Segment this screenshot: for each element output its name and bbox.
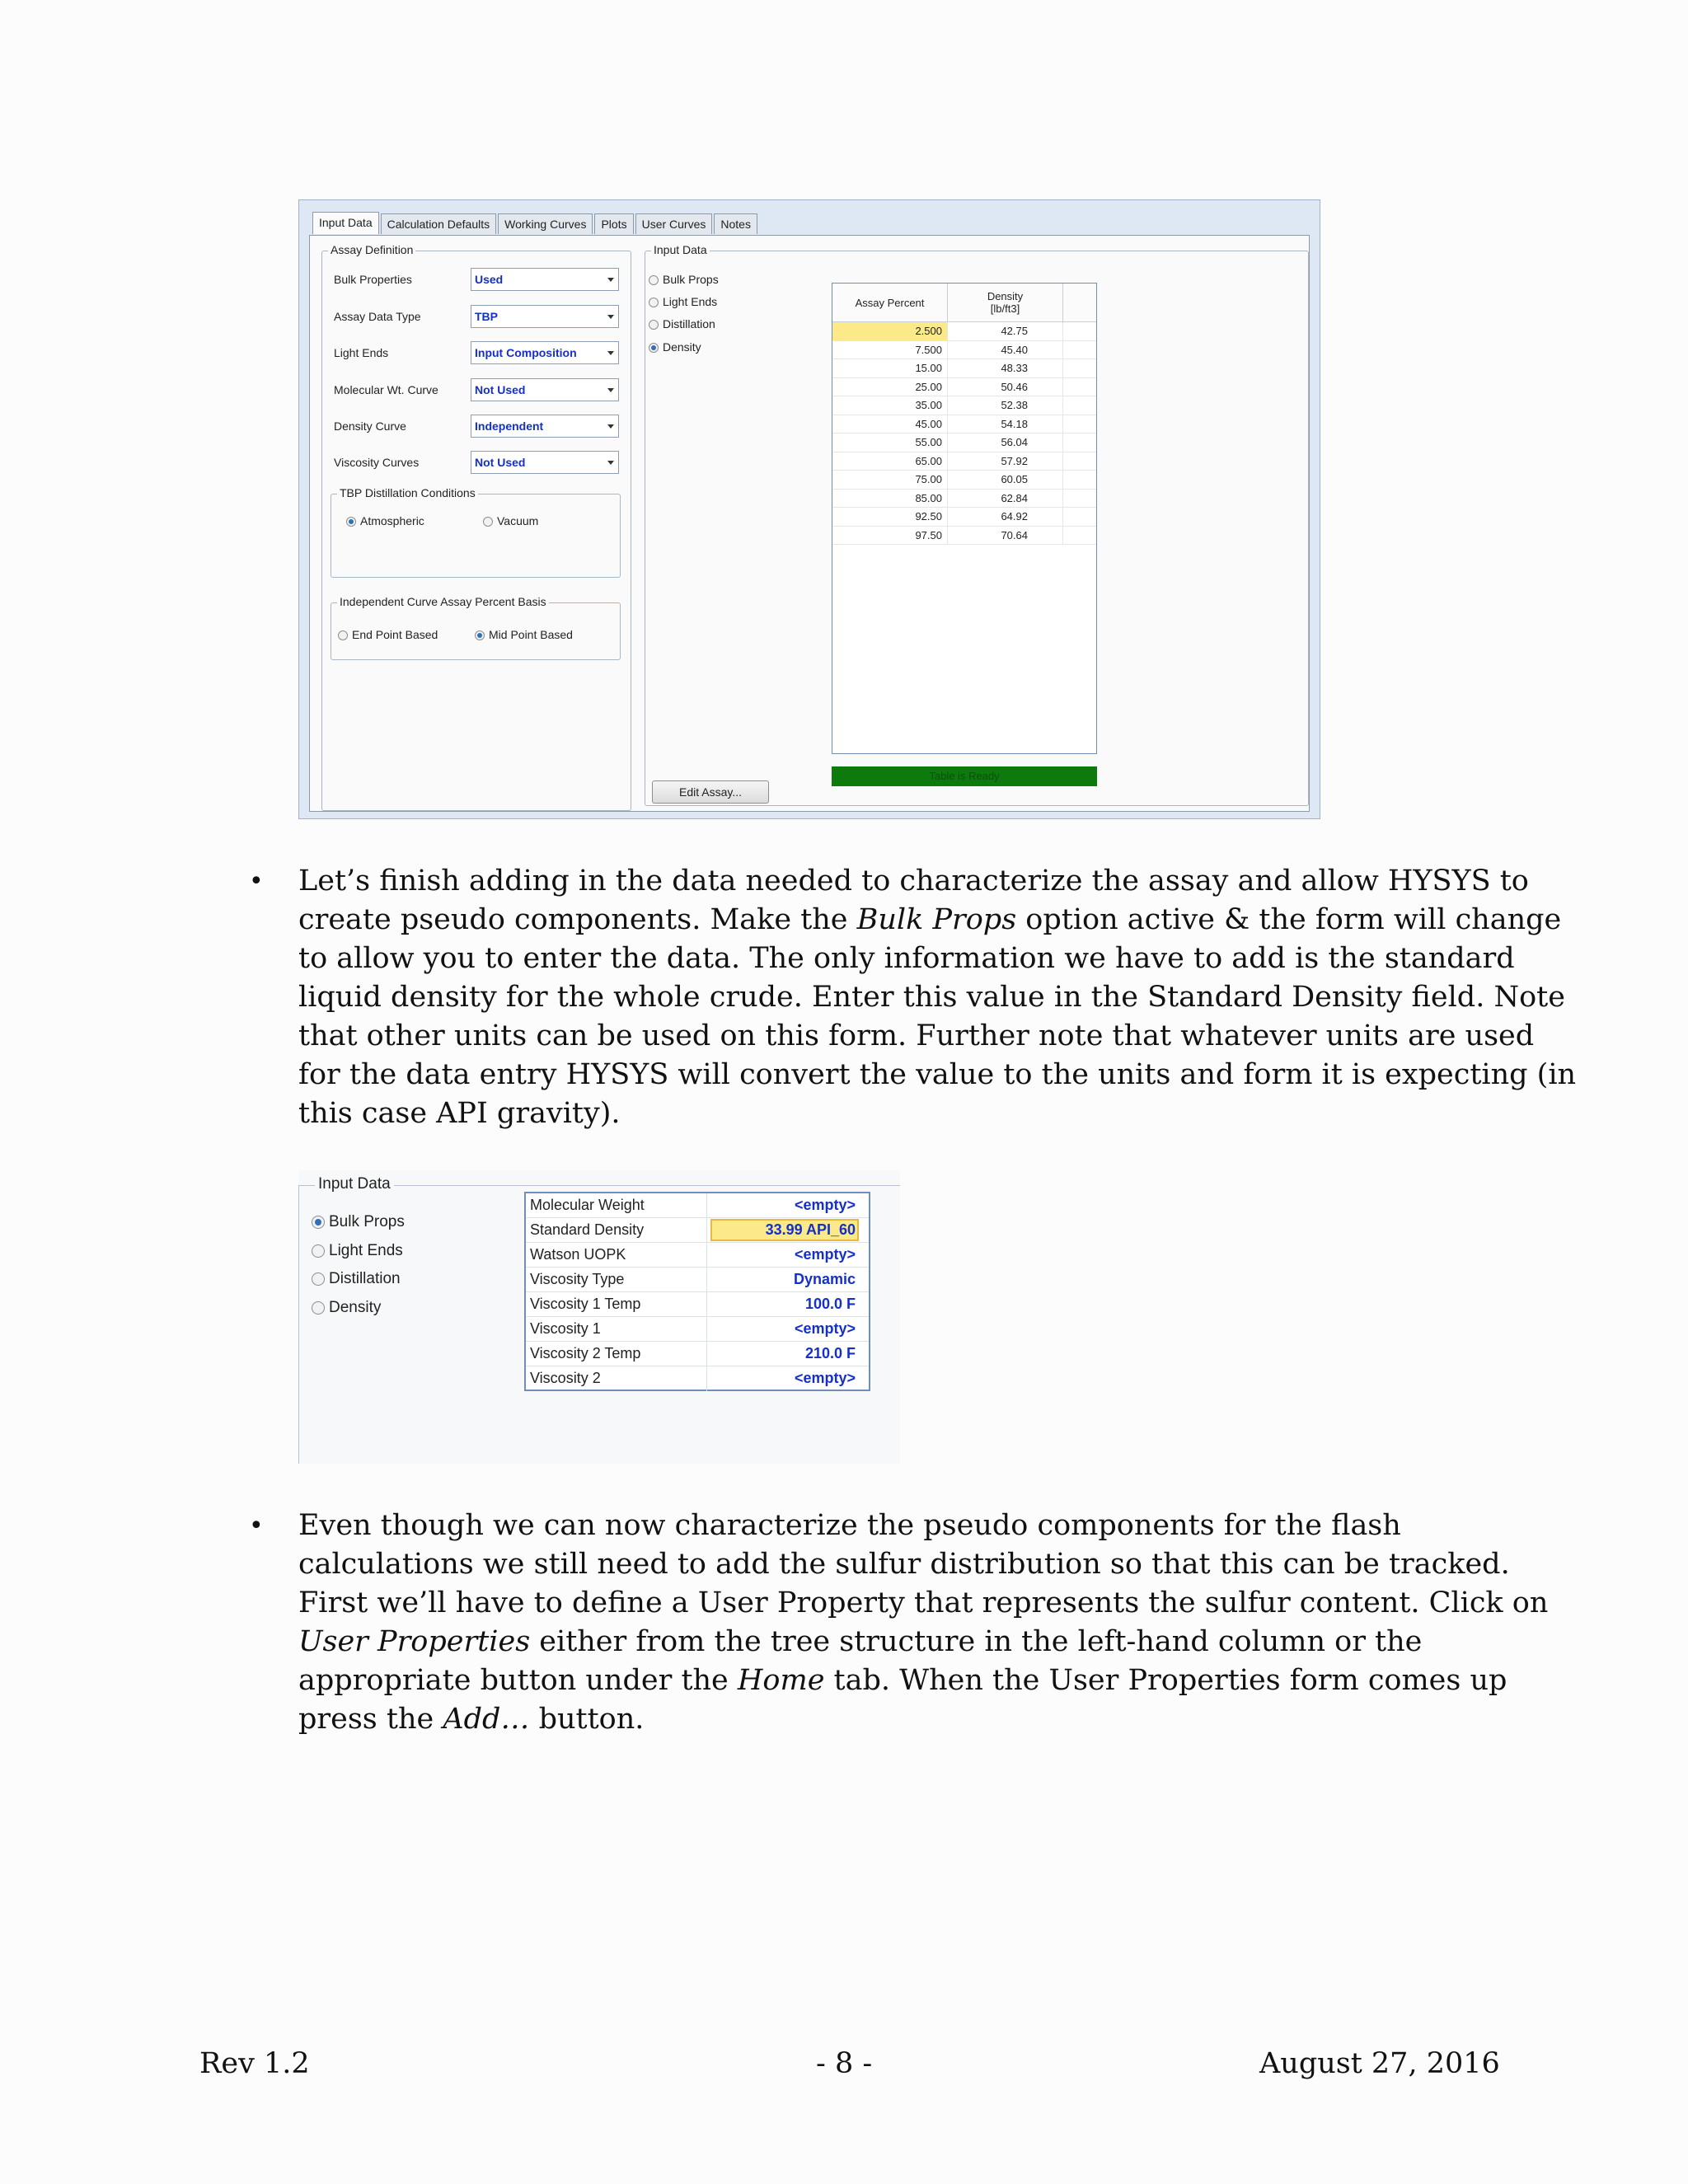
radio-atmospheric[interactable] <box>346 514 424 527</box>
row-value[interactable]: 100.0 F <box>804 1296 856 1312</box>
radio-icon <box>312 1301 325 1315</box>
text: tab. When the User Properties form comes up press the <box>298 1664 1507 1736</box>
instruction-paragraph-2 <box>249 1507 1584 1739</box>
bullet-icon: • <box>249 867 264 896</box>
radio-selected-icon <box>346 517 356 527</box>
density-cell[interactable]: 50.46 <box>948 378 1063 396</box>
radio-light-ends[interactable] <box>649 295 717 308</box>
select-value: Independent <box>475 419 544 433</box>
viscosity-curves-select[interactable] <box>471 451 619 474</box>
radio-end-point-based[interactable] <box>338 628 438 641</box>
radio-label: Light Ends <box>329 1242 403 1259</box>
grid-row <box>526 1292 869 1317</box>
tbp-group-title: TBP Distillation Conditions <box>337 486 478 499</box>
density-cell[interactable]: 70.64 <box>948 527 1063 545</box>
input-data-title: Input Data <box>651 243 710 256</box>
bulk-props-grid <box>524 1192 870 1391</box>
radio-mid-point-based[interactable] <box>475 628 573 641</box>
radio-bulk-props[interactable] <box>649 273 719 286</box>
tab-strip <box>312 213 759 235</box>
grid-row <box>526 1193 869 1218</box>
chevron-down-icon <box>607 424 614 429</box>
table-body <box>832 322 1096 545</box>
assay-percent-cell[interactable]: 85.00 <box>832 490 948 508</box>
radio-density[interactable] <box>312 1299 381 1317</box>
density-cell[interactable]: 60.05 <box>948 471 1063 489</box>
chevron-down-icon <box>607 388 614 392</box>
bullet-icon: • <box>249 1511 264 1540</box>
select-value: Not Used <box>475 456 526 469</box>
assay-percent-cell[interactable]: 97.50 <box>832 527 948 545</box>
radio-label: End Point Based <box>352 628 438 641</box>
assay-percent-cell[interactable]: 45.00 <box>832 415 948 434</box>
radio-label: Density <box>663 340 701 354</box>
table-header <box>832 284 1096 322</box>
radio-label: Bulk Props <box>663 273 719 286</box>
tab-working-curves[interactable]: Working Curves <box>498 213 593 234</box>
tab-user-curves[interactable]: User Curves <box>635 213 713 234</box>
row-value[interactable]: <empty> <box>794 1370 856 1386</box>
grid-row <box>526 1268 869 1292</box>
assay-percent-cell[interactable]: 55.00 <box>832 434 948 452</box>
radio-label: Mid Point Based <box>489 628 573 641</box>
density-cell[interactable]: 54.18 <box>948 415 1063 434</box>
density-cell[interactable]: 42.75 <box>948 322 1063 340</box>
density-cell[interactable]: 57.92 <box>948 452 1063 471</box>
table-status-bar: Table is Ready <box>832 766 1097 786</box>
radio-vacuum[interactable] <box>483 514 538 527</box>
density-header-name: Density <box>987 290 1024 302</box>
radio-light-ends[interactable] <box>312 1242 403 1260</box>
radio-label: Density <box>329 1299 382 1316</box>
grid-row <box>526 1366 869 1391</box>
radio-selected-icon <box>312 1216 325 1229</box>
text: Let’s finish adding in the data needed to characterize the assay and allow HYSYS to create pseudo components. Make the <box>298 865 1529 936</box>
grid-row <box>526 1243 869 1268</box>
footer-revision: Rev 1.2 <box>199 2047 310 2080</box>
text: option active & the form will change to allow you to enter the data. The only information we have to add is the standard liquid density for the whole crude. Enter this value in the Standard Density field. Note that other units can be used on this form. Further note that whatever units are used for the data entry HYSYS will convert the value to the units and form it is expecting (in this case API gravity). <box>298 903 1577 1130</box>
column-header-assay-percent: Assay Percent <box>832 284 948 321</box>
tab-input-data[interactable]: Input Data <box>312 212 379 234</box>
grid-row <box>526 1342 869 1366</box>
field-label: Viscosity Curves <box>334 456 420 469</box>
density-table <box>832 283 1097 754</box>
row-label: Viscosity Type <box>526 1268 707 1291</box>
instruction-paragraph-1 <box>249 862 1584 1133</box>
radio-icon <box>649 298 659 307</box>
tab-notes[interactable]: Notes <box>714 213 757 234</box>
standard-density-input[interactable]: 33.99 API_60 <box>710 1219 859 1241</box>
emphasis: Home <box>737 1664 825 1697</box>
table-row <box>832 452 1096 471</box>
density-cell[interactable]: 56.04 <box>948 434 1063 452</box>
radio-icon <box>649 320 659 330</box>
emphasis: User Properties <box>298 1625 531 1658</box>
field-label: Assay Data Type <box>334 310 421 323</box>
field-label: Bulk Properties <box>334 273 412 286</box>
light-ends-select[interactable] <box>471 341 619 364</box>
density-cell[interactable]: 62.84 <box>948 490 1063 508</box>
radio-label: Distillation <box>663 317 715 330</box>
select-value: TBP <box>475 310 498 323</box>
assay-percent-cell[interactable]: 25.00 <box>832 378 948 396</box>
table-row <box>832 490 1096 509</box>
tab-plots[interactable]: Plots <box>594 213 633 234</box>
radio-selected-icon <box>475 630 485 640</box>
assay-percent-cell[interactable]: 75.00 <box>832 471 948 489</box>
density-cell[interactable]: 48.33 <box>948 359 1063 377</box>
column-header-density <box>948 284 1063 321</box>
assay-percent-cell[interactable]: 2.500 <box>832 322 948 340</box>
emphasis: Add… <box>443 1703 530 1736</box>
chevron-down-icon <box>607 461 614 465</box>
radio-selected-icon <box>649 343 659 353</box>
row-label: Viscosity 2 Temp <box>526 1342 707 1366</box>
row-label: Viscosity 2 <box>526 1366 707 1391</box>
radio-label: Distillation <box>329 1270 401 1287</box>
row-label: Viscosity 1 Temp <box>526 1292 707 1316</box>
footer-page-number: - 8 - <box>816 2047 873 2080</box>
assay-percent-cell[interactable]: 35.00 <box>832 396 948 415</box>
assay-window-screenshot <box>298 199 1320 819</box>
radio-label: Bulk Props <box>329 1213 405 1230</box>
bulk-props-screenshot <box>298 1170 900 1464</box>
radio-icon <box>483 517 493 527</box>
row-value[interactable]: 210.0 F <box>804 1345 856 1361</box>
tab-body <box>309 235 1310 812</box>
grid-row <box>526 1317 869 1342</box>
molecular-wt-curve-select[interactable] <box>471 378 619 401</box>
assay-percent-cell[interactable]: 15.00 <box>832 359 948 377</box>
row-label: Molecular Weight <box>526 1193 707 1217</box>
row-value[interactable]: <empty> <box>794 1197 856 1213</box>
tab-calculation-defaults[interactable]: Calculation Defaults <box>381 213 497 234</box>
row-label: Viscosity 1 <box>526 1317 707 1341</box>
assay-definition-group <box>321 243 631 811</box>
table-row <box>832 341 1096 360</box>
table-row <box>832 434 1096 452</box>
radio-label: Vacuum <box>497 514 539 527</box>
tbp-distillation-group <box>331 486 621 578</box>
table-row <box>832 415 1096 434</box>
table-row <box>832 359 1096 378</box>
radio-icon <box>649 275 659 285</box>
table-row <box>832 471 1096 490</box>
basis-group-title: Independent Curve Assay Percent Basis <box>337 595 549 608</box>
field-label: Light Ends <box>334 346 389 359</box>
field-label: Density Curve <box>334 419 406 433</box>
chevron-down-icon <box>607 315 614 319</box>
radio-label: Atmospheric <box>360 514 424 527</box>
assay-definition-title: Assay Definition <box>328 243 415 256</box>
footer-date: August 27, 2016 <box>1259 2047 1500 2080</box>
radio-distillation[interactable] <box>649 317 715 330</box>
bulk-properties-select[interactable] <box>471 268 619 291</box>
chevron-down-icon <box>607 278 614 282</box>
row-value[interactable]: <empty> <box>794 1320 856 1337</box>
text: either from the tree structure in the left-hand column or the appropriate button under the <box>298 1625 1423 1697</box>
input-data-title: Input Data <box>315 1175 394 1193</box>
radio-icon <box>312 1244 325 1258</box>
density-cell[interactable]: 52.38 <box>948 396 1063 415</box>
radio-density[interactable] <box>649 340 701 354</box>
edit-assay-button[interactable]: Edit Assay... <box>652 780 769 804</box>
assay-data-type-select[interactable] <box>471 305 619 328</box>
select-value: Not Used <box>475 383 526 396</box>
select-value: Used <box>475 273 504 286</box>
table-row <box>832 378 1096 397</box>
table-row <box>832 396 1096 415</box>
density-cell[interactable]: 64.92 <box>948 508 1063 526</box>
chevron-down-icon <box>607 351 614 355</box>
row-label: Watson UOPK <box>526 1243 707 1267</box>
radio-icon <box>312 1272 325 1286</box>
density-header-unit: [lb/ft3] <box>990 302 1020 315</box>
row-value[interactable]: Dynamic <box>793 1271 856 1287</box>
radio-bulk-props[interactable] <box>312 1213 405 1231</box>
assay-percent-cell[interactable]: 65.00 <box>832 452 948 471</box>
emphasis: Bulk Props <box>856 903 1017 936</box>
radio-label: Light Ends <box>663 295 718 308</box>
density-cell[interactable]: 45.40 <box>948 341 1063 359</box>
text: button. <box>529 1703 645 1736</box>
table-row <box>832 508 1096 527</box>
assay-percent-cell[interactable]: 7.500 <box>832 341 948 359</box>
row-label: Standard Density <box>526 1218 707 1242</box>
text: Even though we can now characterize the pseudo components for the flash calculations we still need to add the sulfur distribution so that this can be tracked. First we’ll have to define a User Property that represents the sulfur content. Click on <box>298 1509 1549 1619</box>
assay-percent-cell[interactable]: 92.50 <box>832 508 948 526</box>
row-value[interactable]: <empty> <box>794 1246 856 1263</box>
assay-percent-basis-group <box>331 595 621 660</box>
grid-row-selected <box>526 1218 869 1243</box>
field-label: Molecular Wt. Curve <box>334 383 438 396</box>
table-row <box>832 322 1096 341</box>
select-value: Input Composition <box>475 346 577 359</box>
radio-icon <box>338 630 348 640</box>
radio-distillation[interactable] <box>312 1270 401 1288</box>
density-curve-select[interactable] <box>471 415 619 438</box>
table-row <box>832 527 1096 546</box>
